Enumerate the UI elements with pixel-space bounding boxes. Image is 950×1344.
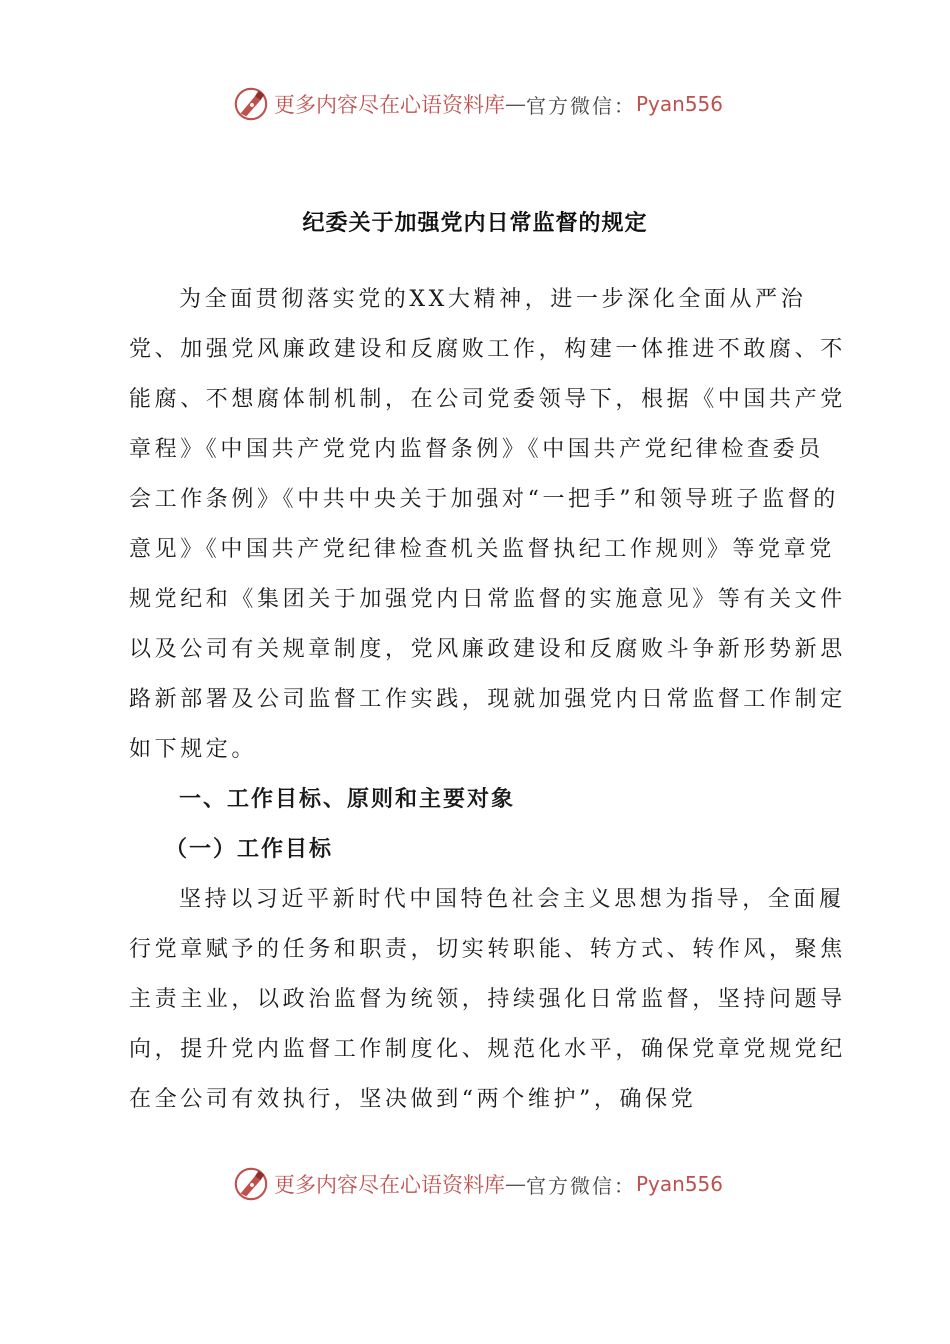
subsection-heading: （一）工作目标 (165, 837, 334, 862)
section-heading: 一、工作目标、原则和主要对象 (179, 787, 516, 812)
document-title: 纪委关于加强党内日常监督的规定 (302, 211, 648, 236)
banner-separator: — (505, 92, 526, 116)
pen-nib-logo-icon (232, 85, 270, 123)
banner-wechat-id: Pyan556 (636, 92, 724, 116)
banner-text: 更多内容尽在心语资料库 (274, 93, 505, 117)
document-body (129, 275, 849, 1125)
banner-wechat-id: Pyan556 (636, 1172, 724, 1196)
banner-text: 更多内容尽在心语资料库 (274, 1173, 505, 1197)
banner-wechat-label: 官方微信： (526, 1173, 636, 1198)
banner-wechat-label: 官方微信： (526, 93, 636, 118)
footer-watermark-banner (232, 1164, 723, 1204)
pen-nib-logo-icon (232, 1165, 270, 1203)
banner-separator: — (505, 1172, 526, 1196)
body-paragraph: 为全面贯彻落实党的XX大精神，进一步深化全面从严治党、加强党风廉政建设和反腐败工作，构建一体推进不敢腐、不能腐、不想腐体制机制，在公司党委领导下，根据《中国共产党章程》《中国共产党党内监督条例》《中国共产党纪律检查委员会工作条例》《中共中央关于加强对“一把手”和领导班子监督的意见》《中国共产党纪律检查机关监督执纪工作规则》等党章党规党纪和《集团关于加强党内日常监督的实施意见》等有关文件以及公司有关规章制度，党风廉政建设和反腐败斗争新形势新思路新部署及公司监督工作实践，现就加强党内日常监督工作制定如下规定。 (129, 287, 846, 762)
body-paragraph: 坚持以习近平新时代中国特色社会主义思想为指导，全面履行党章赋予的任务和职责，切实转职能、转方式、转作风，聚焦主责主业，以政治监督为统领，持续强化日常监督，坚持问题导向，提升党内监督工作制度化、规范化水平，确保党章党规党纪在全公司有效执行，坚决做到“两个维护”，确保党 (129, 887, 846, 1112)
header-watermark-banner (232, 84, 723, 124)
